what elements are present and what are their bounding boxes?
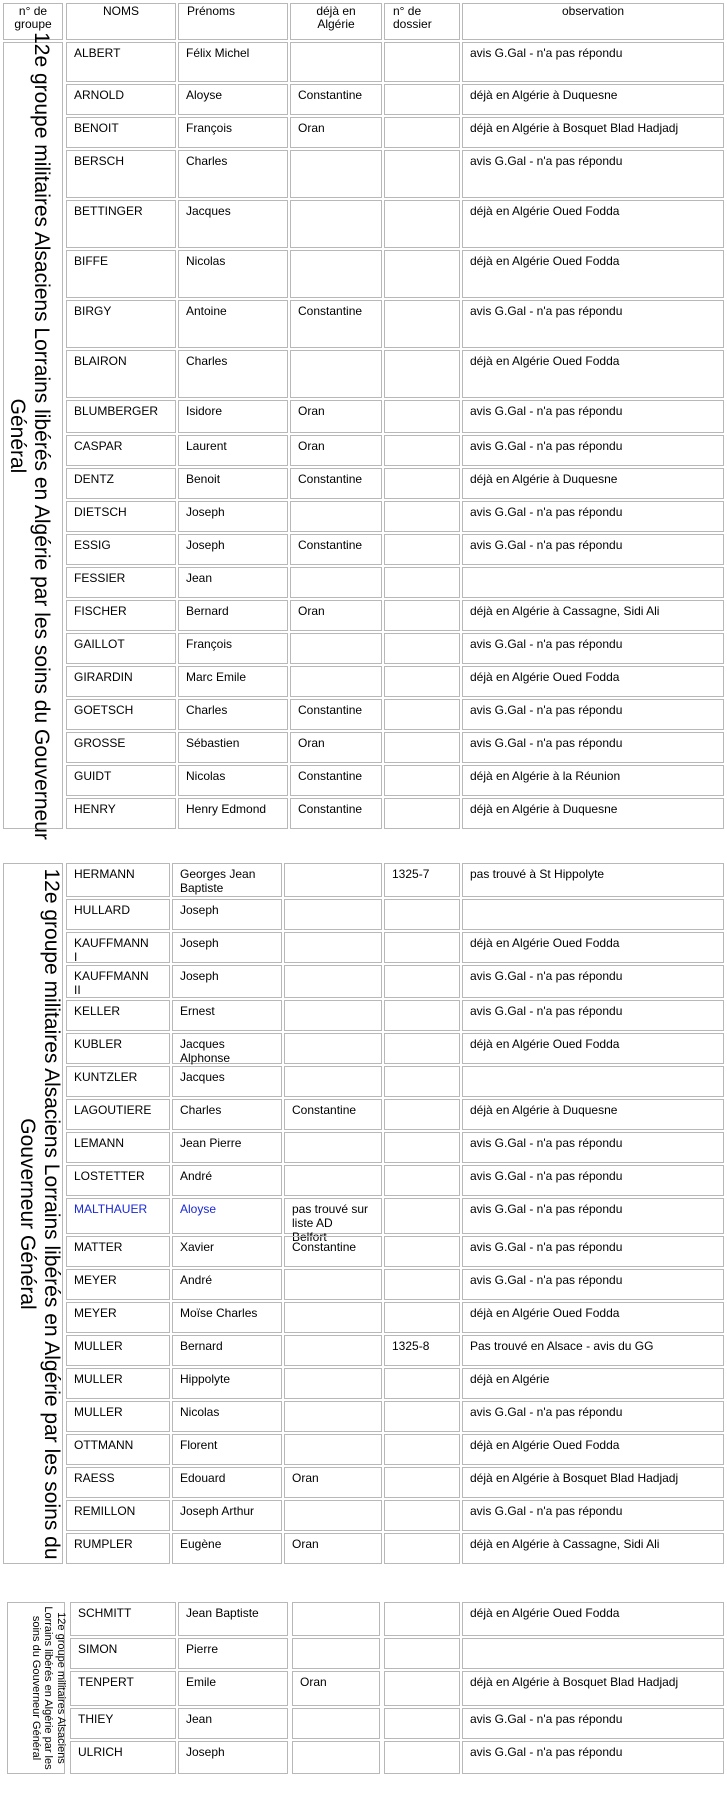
cell-dossier (384, 899, 460, 930)
cell-nom: KELLER (66, 1000, 170, 1031)
cell-dossier (384, 1302, 460, 1333)
cell-prenom: Joseph (178, 534, 288, 565)
cell-algerie (284, 1368, 382, 1399)
cell-observation: avis G.Gal - n'a pas répondu (462, 1741, 724, 1774)
cell-algerie (284, 1033, 382, 1064)
cell-observation (462, 567, 724, 598)
cell-prenom: Antoine (178, 300, 288, 348)
cell-algerie: Oran (292, 1671, 380, 1706)
cell-algerie (290, 250, 382, 298)
cell-algerie (284, 932, 382, 963)
cell-nom: KAUFFMANN I (66, 932, 170, 963)
cell-prenom: Charles (178, 150, 288, 198)
cell-nom: REMILLON (66, 1500, 170, 1531)
cell-nom: MULLER (66, 1368, 170, 1399)
cell-nom: ARNOLD (66, 84, 176, 115)
cell-dossier (384, 1533, 460, 1564)
cell-nom: MEYER (66, 1269, 170, 1300)
cell-nom: ESSIG (66, 534, 176, 565)
cell-algerie (284, 1335, 382, 1366)
cell-nom: MULLER (66, 1335, 170, 1366)
cell-dossier (384, 965, 460, 998)
cell-observation: avis G.Gal - n'a pas répondu (462, 501, 724, 532)
cell-prenom: André (172, 1269, 282, 1300)
cell-prenom: Joseph (178, 501, 288, 532)
cell-prenom: Benoit (178, 468, 288, 499)
cell-observation: déjà en Algérie Oued Fodda (462, 1302, 724, 1333)
cell-dossier (384, 1602, 460, 1636)
cell-prenom: Sébastien (178, 732, 288, 763)
cell-dossier (384, 468, 460, 499)
cell-observation: déjà en Algérie à Duquesne (462, 468, 724, 499)
cell-observation: déjà en Algérie à Bosquet Blad Hadjadj (462, 1467, 724, 1498)
cell-prenom: André (172, 1165, 282, 1196)
cell-dossier (384, 1434, 460, 1465)
cell-dossier (384, 534, 460, 565)
cell-algerie: Oran (290, 435, 382, 466)
cell-dossier (384, 1638, 460, 1669)
cell-dossier (384, 1368, 460, 1399)
cell-dossier (384, 1099, 460, 1130)
cell-observation: avis G.Gal - n'a pas répondu (462, 699, 724, 730)
cell-prenom: Aloyse (172, 1198, 282, 1234)
cell-algerie (284, 1066, 382, 1097)
cell-dossier (384, 567, 460, 598)
cell-dossier (384, 501, 460, 532)
cell-algerie: Oran (290, 732, 382, 763)
cell-algerie: Constantine (290, 798, 382, 829)
cell-prenom: Emile (178, 1671, 288, 1706)
cell-algerie: Constantine (284, 1099, 382, 1130)
cell-algerie: Oran (284, 1533, 382, 1564)
cell-algerie: Oran (284, 1467, 382, 1498)
cell-observation: déjà en Algérie à Bosquet Blad Hadjadj (462, 1671, 724, 1706)
cell-algerie (284, 1302, 382, 1333)
cell-observation: avis G.Gal - n'a pas répondu (462, 150, 724, 198)
cell-nom: HENRY (66, 798, 176, 829)
cell-nom: SCHMITT (70, 1602, 176, 1636)
cell-prenom: Joseph Arthur (172, 1500, 282, 1531)
cell-prenom: Charles (172, 1099, 282, 1130)
cell-prenom: Florent (172, 1434, 282, 1465)
cell-nom: ALBERT (66, 42, 176, 82)
cell-prenom: Nicolas (178, 765, 288, 796)
cell-dossier (384, 42, 460, 82)
cell-observation: déjà en Algérie à Duquesne (462, 84, 724, 115)
group-label (3, 863, 63, 1564)
cell-nom: GIRARDIN (66, 666, 176, 697)
header-observation: observation (462, 3, 724, 40)
cell-observation: avis G.Gal - n'a pas répondu (462, 400, 724, 433)
cell-observation: avis G.Gal - n'a pas répondu (462, 1708, 724, 1739)
cell-nom: CASPAR (66, 435, 176, 466)
cell-dossier (384, 1500, 460, 1531)
cell-dossier (384, 84, 460, 115)
cell-dossier (384, 932, 460, 963)
cell-observation (462, 1066, 724, 1097)
cell-nom: RAESS (66, 1467, 170, 1498)
group-label-text: 12e groupe militaires Alsaciens Lorrains libérés en Algérie par les soins du Gouverneur Général (5, 31, 53, 840)
cell-observation: avis G.Gal - n'a pas répondu (462, 300, 724, 348)
cell-nom: DIETSCH (66, 501, 176, 532)
cell-observation: déjà en Algérie Oued Fodda (462, 200, 724, 248)
cell-nom: FISCHER (66, 600, 176, 631)
cell-nom: FESSIER (66, 567, 176, 598)
cell-algerie (290, 350, 382, 398)
cell-algerie (284, 1132, 382, 1163)
cell-observation: déjà en Algérie Oued Fodda (462, 932, 724, 963)
cell-observation: avis G.Gal - n'a pas répondu (462, 1236, 724, 1267)
cell-dossier (384, 1033, 460, 1064)
cell-nom: MALTHAUER (66, 1198, 170, 1234)
cell-dossier (384, 1708, 460, 1739)
cell-observation: avis G.Gal - n'a pas répondu (462, 1000, 724, 1031)
cell-observation: Pas trouvé en Alsace - avis du GG (462, 1335, 724, 1366)
cell-algerie (290, 567, 382, 598)
cell-observation: déjà en Algérie à Duquesne (462, 1099, 724, 1130)
cell-nom: LAGOUTIERE (66, 1099, 170, 1130)
cell-prenom: Pierre (178, 1638, 288, 1669)
cell-nom: GAILLOT (66, 633, 176, 664)
cell-algerie: Constantine (290, 84, 382, 115)
cell-nom: DENTZ (66, 468, 176, 499)
cell-prenom: Ernest (172, 1000, 282, 1031)
cell-prenom: Jean Pierre (172, 1132, 282, 1163)
cell-nom: KUBLER (66, 1033, 170, 1064)
group-label-text: 12e groupe militaires Alsaciens Lorrains libérés en Algérie par les soins du Gouverneur Général (29, 1606, 67, 1770)
cell-nom: GROSSE (66, 732, 176, 763)
cell-algerie (292, 1638, 380, 1669)
header-algerie: déjà en Algérie (290, 3, 382, 40)
cell-algerie: pas trouvé sur liste AD Belfort (284, 1198, 382, 1234)
cell-prenom: Jean (178, 567, 288, 598)
cell-prenom: Jacques (178, 200, 288, 248)
cell-algerie (290, 200, 382, 248)
cell-observation: avis G.Gal - n'a pas répondu (462, 42, 724, 82)
cell-nom: SIMON (70, 1638, 176, 1669)
cell-algerie (290, 42, 382, 82)
cell-dossier (384, 400, 460, 433)
cell-nom: MEYER (66, 1302, 170, 1333)
cell-dossier (384, 435, 460, 466)
cell-dossier (384, 633, 460, 664)
cell-observation: pas trouvé à St Hippolyte (462, 863, 724, 897)
cell-observation: déjà en Algérie à Bosquet Blad Hadjadj (462, 117, 724, 148)
cell-nom: MATTER (66, 1236, 170, 1267)
cell-observation: avis G.Gal - n'a pas répondu (462, 732, 724, 763)
cell-algerie (284, 1269, 382, 1300)
cell-prenom: Charles (178, 350, 288, 398)
cell-observation: déjà en Algérie à Cassagne, Sidi Ali (462, 600, 724, 631)
cell-dossier (384, 1401, 460, 1432)
cell-dossier (384, 1165, 460, 1196)
cell-dossier (384, 1236, 460, 1267)
cell-dossier (384, 1000, 460, 1031)
cell-nom: ULRICH (70, 1741, 176, 1774)
cell-algerie: Oran (290, 400, 382, 433)
cell-algerie (290, 501, 382, 532)
cell-nom: MULLER (66, 1401, 170, 1432)
cell-dossier (384, 600, 460, 631)
cell-observation: déjà en Algérie à Duquesne (462, 798, 724, 829)
cell-algerie (284, 1434, 382, 1465)
cell-dossier (384, 1198, 460, 1234)
cell-algerie (284, 1000, 382, 1031)
cell-algerie (292, 1708, 380, 1739)
cell-dossier (384, 1132, 460, 1163)
cell-nom: LEMANN (66, 1132, 170, 1163)
cell-algerie (290, 633, 382, 664)
cell-algerie (292, 1602, 380, 1636)
group-label-text: 12e groupe militaires Alsaciens Lorrains libérés en Algérie par les soins du Gouverneur Général (15, 867, 63, 1560)
cell-prenom: Bernard (178, 600, 288, 631)
cell-algerie: Constantine (290, 699, 382, 730)
cell-algerie: Oran (290, 117, 382, 148)
cell-nom: TENPERT (70, 1671, 176, 1706)
header-noms: NOMS (66, 3, 176, 40)
cell-nom: OTTMANN (66, 1434, 170, 1465)
cell-algerie (284, 863, 382, 897)
cell-nom: BETTINGER (66, 200, 176, 248)
cell-observation: avis G.Gal - n'a pas répondu (462, 435, 724, 466)
cell-nom: BIFFE (66, 250, 176, 298)
cell-nom: HERMANN (66, 863, 170, 897)
cell-observation: déjà en Algérie à la Réunion (462, 765, 724, 796)
header-groupe: n° de groupe (3, 3, 63, 40)
cell-nom: BERSCH (66, 150, 176, 198)
cell-dossier (384, 666, 460, 697)
cell-nom: GUIDT (66, 765, 176, 796)
cell-observation: déjà en Algérie Oued Fodda (462, 1602, 724, 1636)
cell-prenom: Jean (178, 1708, 288, 1739)
cell-nom: GOETSCH (66, 699, 176, 730)
cell-nom: KAUFFMANN II (66, 965, 170, 998)
cell-dossier (384, 150, 460, 198)
cell-dossier (384, 765, 460, 796)
cell-prenom: Laurent (178, 435, 288, 466)
cell-observation: déjà en Algérie Oued Fodda (462, 1434, 724, 1465)
cell-observation: avis G.Gal - n'a pas répondu (462, 1401, 724, 1432)
cell-nom: THIEY (70, 1708, 176, 1739)
cell-algerie (284, 1500, 382, 1531)
cell-observation (462, 899, 724, 930)
cell-prenom: Moïse Charles (172, 1302, 282, 1333)
cell-prenom: Jacques Alphonse (172, 1033, 282, 1064)
cell-prenom: Joseph (172, 932, 282, 963)
cell-prenom: Henry Edmond (178, 798, 288, 829)
cell-dossier (384, 200, 460, 248)
cell-observation: avis G.Gal - n'a pas répondu (462, 1269, 724, 1300)
cell-prenom: Nicolas (178, 250, 288, 298)
cell-dossier (384, 350, 460, 398)
cell-nom: BLUMBERGER (66, 400, 176, 433)
cell-dossier (384, 117, 460, 148)
cell-algerie (284, 965, 382, 998)
cell-observation (462, 1638, 724, 1669)
cell-prenom: François (178, 117, 288, 148)
cell-prenom: Bernard (172, 1335, 282, 1366)
cell-prenom: Edouard (172, 1467, 282, 1498)
cell-nom: BIRGY (66, 300, 176, 348)
cell-observation: déjà en Algérie Oued Fodda (462, 250, 724, 298)
cell-observation: déjà en Algérie (462, 1368, 724, 1399)
cell-prenom: François (178, 633, 288, 664)
cell-algerie (292, 1741, 380, 1774)
cell-observation: avis G.Gal - n'a pas répondu (462, 1165, 724, 1196)
cell-nom: KUNTZLER (66, 1066, 170, 1097)
cell-prenom: Isidore (178, 400, 288, 433)
cell-dossier (384, 1671, 460, 1706)
cell-prenom: Aloyse (178, 84, 288, 115)
cell-prenom: Eugène (172, 1533, 282, 1564)
cell-nom: HULLARD (66, 899, 170, 930)
cell-prenom: Xavier (172, 1236, 282, 1267)
header-prenoms: Prénoms (178, 3, 288, 40)
cell-observation: déjà en Algérie Oued Fodda (462, 350, 724, 398)
cell-observation: déjà en Algérie Oued Fodda (462, 666, 724, 697)
cell-dossier (384, 1467, 460, 1498)
cell-prenom: Joseph (172, 899, 282, 930)
cell-dossier (384, 300, 460, 348)
cell-dossier (384, 732, 460, 763)
cell-prenom: Charles (178, 699, 288, 730)
cell-observation: déjà en Algérie Oued Fodda (462, 1033, 724, 1064)
cell-algerie (290, 150, 382, 198)
cell-algerie: Oran (290, 600, 382, 631)
cell-algerie (284, 1401, 382, 1432)
cell-observation: avis G.Gal - n'a pas répondu (462, 534, 724, 565)
cell-observation: avis G.Gal - n'a pas répondu (462, 1500, 724, 1531)
cell-prenom: Joseph (172, 965, 282, 998)
cell-algerie: Constantine (290, 300, 382, 348)
cell-prenom: Jacques (172, 1066, 282, 1097)
cell-dossier (384, 250, 460, 298)
cell-algerie: Constantine (284, 1236, 382, 1267)
cell-dossier: 1325-7 (384, 863, 460, 897)
cell-dossier (384, 798, 460, 829)
cell-nom: RUMPLER (66, 1533, 170, 1564)
cell-prenom: Nicolas (172, 1401, 282, 1432)
group-label (7, 1602, 65, 1774)
cell-algerie: Constantine (290, 468, 382, 499)
cell-observation: déjà en Algérie à Cassagne, Sidi Ali (462, 1533, 724, 1564)
cell-observation: avis G.Gal - n'a pas répondu (462, 965, 724, 998)
cell-dossier (384, 1741, 460, 1774)
group-label (3, 31, 63, 840)
cell-dossier (384, 699, 460, 730)
cell-prenom: Félix Michel (178, 42, 288, 82)
header-dossier: n° de dossier (384, 3, 460, 40)
cell-algerie: Constantine (290, 534, 382, 565)
cell-nom: BLAIRON (66, 350, 176, 398)
cell-prenom: Joseph (178, 1741, 288, 1774)
cell-dossier (384, 1066, 460, 1097)
cell-prenom: Jean Baptiste (178, 1602, 288, 1636)
cell-dossier (384, 1269, 460, 1300)
cell-observation: avis G.Gal - n'a pas répondu (462, 633, 724, 664)
cell-nom: BENOIT (66, 117, 176, 148)
cell-dossier: 1325-8 (384, 1335, 460, 1366)
cell-algerie: Constantine (290, 765, 382, 796)
cell-prenom: Hippolyte (172, 1368, 282, 1399)
cell-prenom: Georges Jean Baptiste (172, 863, 282, 897)
cell-nom: LOSTETTER (66, 1165, 170, 1196)
cell-algerie (284, 899, 382, 930)
cell-prenom: Marc Emile (178, 666, 288, 697)
cell-observation: avis G.Gal - n'a pas répondu (462, 1198, 724, 1234)
cell-algerie (284, 1165, 382, 1196)
cell-observation: avis G.Gal - n'a pas répondu (462, 1132, 724, 1163)
cell-algerie (290, 666, 382, 697)
